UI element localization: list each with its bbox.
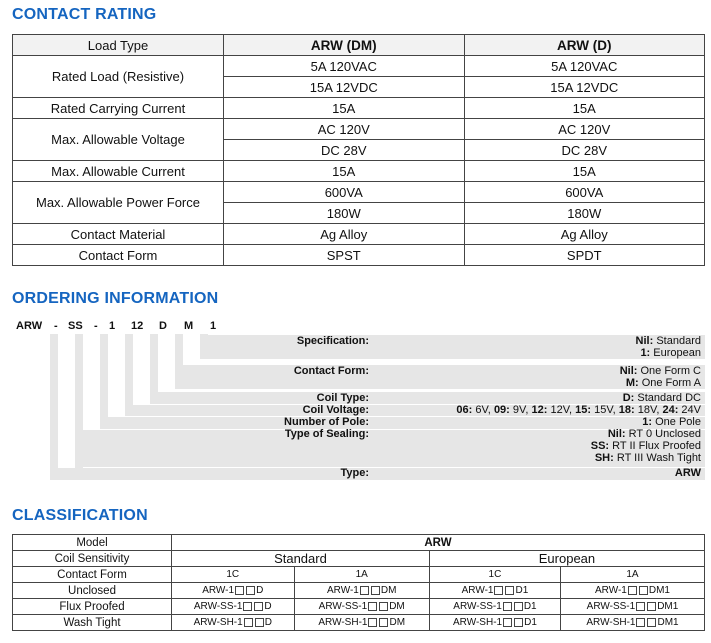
- value-sealing-ss: SS: RT II Flux Proofed: [590, 440, 701, 452]
- value-coil-type: D: Standard DC: [622, 392, 701, 404]
- row-label-flux-proofed: Flux Proofed: [13, 599, 172, 615]
- cell: 15A: [224, 161, 465, 182]
- code-part-voltage: 12: [131, 320, 144, 332]
- standard-header: Standard: [172, 551, 430, 567]
- cell: SPST: [224, 245, 465, 266]
- part-number: ARW-1 DM: [294, 583, 429, 599]
- row-label-contact-material: Contact Material: [13, 224, 224, 245]
- part-number: ARW-1 D1: [429, 583, 560, 599]
- part-number: ARW-SS-1 D: [172, 599, 295, 615]
- col-header-arw-dm: ARW (DM): [224, 35, 465, 56]
- label-specification: Specification:: [296, 335, 369, 347]
- form-header: 1C: [172, 567, 295, 583]
- code-part-pole: 1: [109, 320, 116, 332]
- table-row: [13, 615, 705, 631]
- code-part-spec: 1: [210, 320, 217, 332]
- ordering-heading: ORDERING INFORMATION: [12, 290, 219, 307]
- part-number: ARW-SS-1 DM1: [561, 599, 705, 615]
- row-label-max-voltage: Max. Allowable Voltage: [13, 119, 224, 161]
- code-part-dash: -: [94, 320, 98, 332]
- code-part-dash: -: [54, 320, 58, 332]
- code-part-ss: SS: [68, 320, 83, 332]
- code-part-coil: D: [159, 320, 167, 332]
- label-type-of-sealing: Type of Sealing:: [284, 428, 369, 440]
- cell: SPDT: [464, 245, 705, 266]
- part-number: ARW-SS-1 D1: [429, 599, 560, 615]
- label-number-of-pole: Number of Pole:: [284, 416, 369, 428]
- cell: 600VA: [224, 182, 465, 203]
- cell: AC 120V: [224, 119, 465, 140]
- model-label: Model: [13, 535, 172, 551]
- value-coil-voltage: 06: 6V, 09: 9V, 12: 12V, 15: 15V, 18: 18V, 24: 24V: [456, 404, 701, 416]
- contact-rating-table: [12, 34, 705, 266]
- part-number: ARW-SS-1 DM: [294, 599, 429, 615]
- label-coil-voltage: Coil Voltage:: [302, 404, 369, 416]
- cell: Ag Alloy: [464, 224, 705, 245]
- part-number: ARW-SH-1 D1: [429, 615, 560, 631]
- value-type: ARW: [674, 467, 701, 479]
- row-label-wash-tight: Wash Tight: [13, 615, 172, 631]
- value-pole: 1: One Pole: [642, 416, 701, 428]
- cell: Ag Alloy: [224, 224, 465, 245]
- code-part-arw: ARW: [16, 320, 43, 332]
- contact-rating-heading: CONTACT RATING: [12, 6, 157, 23]
- value-form-m: M: One Form A: [625, 377, 701, 389]
- european-header: European: [429, 551, 704, 567]
- cell: DC 28V: [224, 140, 465, 161]
- part-number: ARW-SH-1 DM1: [561, 615, 705, 631]
- row-label-unclosed: Unclosed: [13, 583, 172, 599]
- value-sealing-sh: SH: RT III Wash Tight: [594, 452, 701, 464]
- classification-heading: CLASSIFICATION: [12, 507, 148, 524]
- part-number: ARW-SH-1 D: [172, 615, 295, 631]
- value-spec-european: 1: European: [640, 347, 701, 359]
- table-row: [13, 583, 705, 599]
- row-label-max-power: Max. Allowable Power Force: [13, 182, 224, 224]
- cell: 5A 120VAC: [224, 56, 465, 77]
- coil-sensitivity-label: Coil Sensitivity: [13, 551, 172, 567]
- row-label-rated-carrying-current: Rated Carrying Current: [13, 98, 224, 119]
- cell: 15A: [464, 161, 705, 182]
- row-label-rated-load: Rated Load (Resistive): [13, 56, 224, 98]
- table-row: [13, 599, 705, 615]
- label-coil-type: Coil Type:: [316, 392, 369, 404]
- row-label-max-current: Max. Allowable Current: [13, 161, 224, 182]
- cell: 600VA: [464, 182, 705, 203]
- value-sealing-nil: Nil: RT 0 Unclosed: [607, 428, 701, 440]
- value-spec-nil: Nil: Standard: [635, 335, 701, 347]
- value-form-nil: Nil: One Form C: [619, 365, 701, 377]
- cell: 15A 12VDC: [224, 77, 465, 98]
- cell: DC 28V: [464, 140, 705, 161]
- part-number: ARW-SH-1 DM: [294, 615, 429, 631]
- ordering-diagram: [12, 316, 705, 480]
- col-header-arw-d: ARW (D): [464, 35, 705, 56]
- cell: 180W: [464, 203, 705, 224]
- classification-table: [12, 534, 705, 631]
- part-number: ARW-1 DM1: [561, 583, 705, 599]
- label-contact-form: Contact Form:: [293, 365, 369, 377]
- cell: 5A 120VAC: [464, 56, 705, 77]
- row-label-contact-form: Contact Form: [13, 245, 224, 266]
- cell: AC 120V: [464, 119, 705, 140]
- cell: 180W: [224, 203, 465, 224]
- col-header-load-type: Load Type: [13, 35, 224, 56]
- cell: 15A 12VDC: [464, 77, 705, 98]
- form-header: 1C: [429, 567, 560, 583]
- cell: 15A: [464, 98, 705, 119]
- cell: 15A: [224, 98, 465, 119]
- label-type: Type:: [340, 467, 369, 479]
- part-number: ARW-1 D: [172, 583, 295, 599]
- code-part-form: M: [184, 320, 194, 332]
- model-value: ARW: [172, 535, 705, 551]
- form-header: 1A: [561, 567, 705, 583]
- contact-form-label: Contact Form: [13, 567, 172, 583]
- form-header: 1A: [294, 567, 429, 583]
